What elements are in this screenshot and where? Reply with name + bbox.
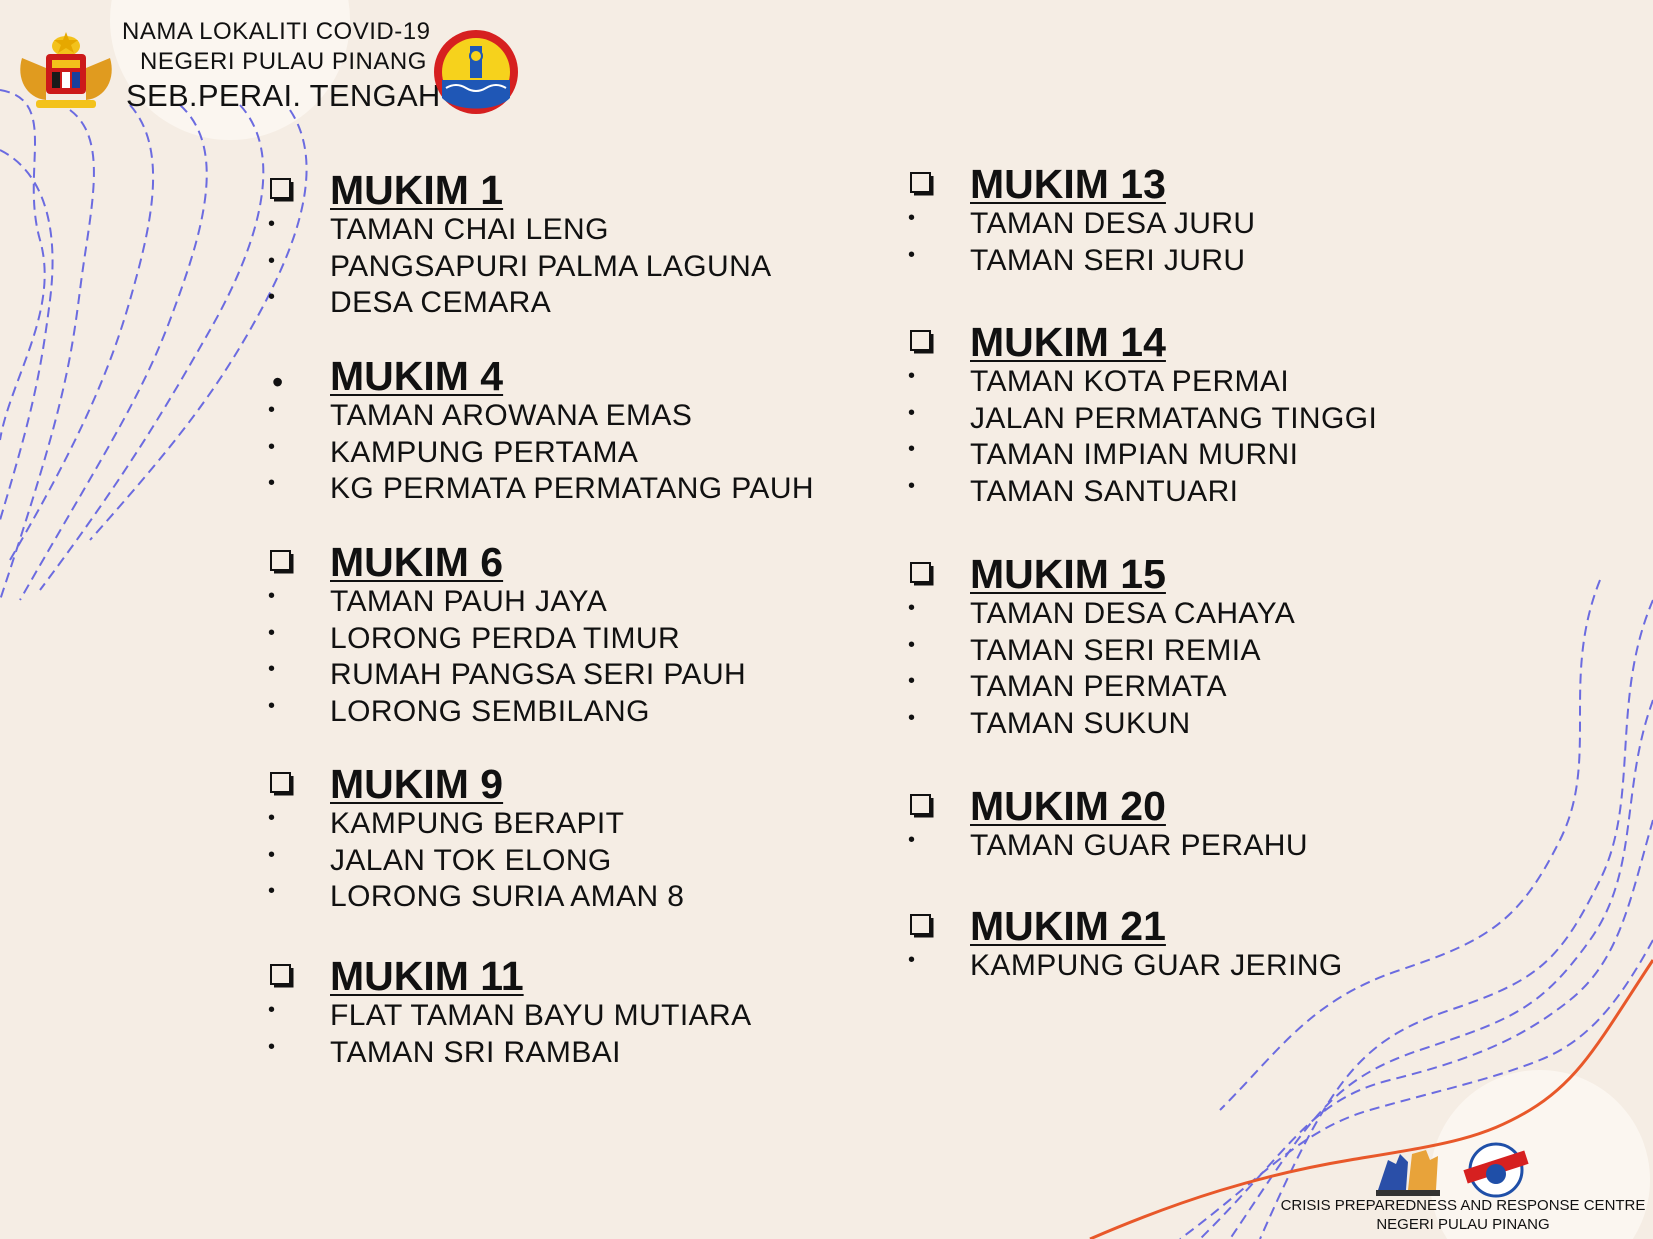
locality-name: TAMAN SUKUN	[970, 706, 1191, 740]
locality-name: TAMAN DESA CAHAYA	[970, 597, 1296, 630]
bullet-icon: •	[268, 880, 276, 902]
bullet-icon: •	[908, 597, 916, 619]
header-title-line2: NEGERI PULAU PINANG	[140, 48, 427, 75]
mukim-heading: MUKIM 14	[970, 319, 1166, 365]
checkbox-square-icon	[910, 562, 934, 586]
mukim-heading: MUKIM 13	[970, 161, 1166, 207]
locality-name: TAMAN AROWANA EMAS	[330, 399, 693, 432]
bullet-icon: •	[268, 807, 276, 829]
mukim-heading: MUKIM 20	[970, 783, 1166, 829]
locality-name: RUMAH PANGSA SERI PAUH	[330, 658, 747, 691]
checkbox-square-icon	[910, 172, 934, 196]
bullet-icon: •	[908, 365, 916, 387]
footer-org-name: CRISIS PREPAREDNESS AND RESPONSE CENTRE	[1280, 1197, 1646, 1214]
seberang-perai-logo-icon	[432, 28, 520, 116]
checkbox-square-icon	[910, 914, 934, 938]
locality-name: JALAN TOK ELONG	[330, 843, 612, 877]
bullet-icon: •	[272, 364, 284, 400]
mukim-heading: MUKIM 11	[330, 953, 524, 999]
checkbox-square-icon	[270, 550, 294, 574]
locality-name: LORONG SURIA AMAN 8	[330, 880, 685, 913]
header-title-line1: NAMA LOKALITI COVID-19	[122, 18, 431, 45]
mukim-heading: MUKIM 4	[330, 353, 504, 399]
locality-name: PANGSAPURI PALMA LAGUNA	[330, 249, 772, 283]
bullet-icon: •	[908, 706, 916, 729]
bullet-icon: •	[908, 829, 916, 851]
locality-name: TAMAN PERMATA	[970, 670, 1227, 703]
locality-name: TAMAN IMPIAN MURNI	[970, 438, 1299, 471]
locality-name: TAMAN DESA JURU	[970, 207, 1256, 240]
bullet-icon: •	[908, 207, 916, 229]
footer	[1278, 1140, 1648, 1235]
bullet-icon: •	[268, 658, 276, 680]
locality-name: TAMAN CHAI LENG	[330, 213, 609, 246]
bullet-icon: •	[908, 438, 916, 460]
locality-name: TAMAN KOTA PERMAI	[970, 365, 1290, 398]
checkbox-square-icon	[910, 794, 934, 818]
locality-name: TAMAN SRI RAMBAI	[330, 1035, 621, 1069]
locality-name: TAMAN PAUH JAYA	[330, 585, 608, 618]
locality-name: KAMPUNG PERTAMA	[330, 435, 639, 469]
locality-name: DESA CEMARA	[330, 286, 552, 319]
bullet-icon: •	[908, 474, 916, 497]
locality-name: KG PERMATA PERMATANG PAUH	[330, 472, 814, 505]
checkbox-square-icon	[910, 330, 934, 354]
mukim-heading: MUKIM 1	[330, 167, 504, 213]
bullet-icon: •	[268, 1035, 276, 1058]
bullet-icon: •	[908, 949, 916, 971]
footer-org-state: NEGERI PULAU PINANG	[1376, 1216, 1550, 1233]
bullet-icon: •	[268, 585, 276, 607]
cprc-logo-icon	[1368, 1140, 1548, 1200]
mukim-heading: MUKIM 15	[970, 551, 1166, 597]
mukim-heading: MUKIM 9	[330, 761, 504, 807]
locality-name: TAMAN SANTUARI	[970, 474, 1239, 508]
bullet-icon: •	[268, 249, 276, 272]
checkbox-square-icon	[270, 964, 294, 988]
locality-name: LORONG PERDA TIMUR	[330, 621, 681, 655]
bullet-icon: •	[908, 633, 916, 656]
bullet-icon: •	[908, 670, 916, 692]
bullet-icon: •	[268, 621, 276, 644]
bullet-icon: •	[908, 401, 916, 424]
bullet-icon: •	[268, 399, 276, 421]
locality-name: TAMAN GUAR PERAHU	[970, 829, 1308, 862]
locality-name: LORONG SEMBILANG	[330, 694, 650, 728]
mukim-heading: MUKIM 6	[330, 539, 504, 585]
locality-name: FLAT TAMAN BAYU MUTIARA	[330, 999, 752, 1032]
checkbox-square-icon	[270, 772, 294, 796]
header	[0, 0, 540, 125]
locality-name: TAMAN SERI REMIA	[970, 633, 1261, 667]
bullet-icon: •	[268, 213, 276, 235]
locality-name: TAMAN SERI JURU	[970, 243, 1246, 277]
bullet-icon: •	[268, 843, 276, 866]
header-title-line3: SEB.PERAI. TENGAH	[126, 78, 441, 113]
bullet-icon: •	[908, 243, 916, 266]
mukim-heading: MUKIM 21	[970, 903, 1166, 949]
bullet-icon: •	[268, 694, 276, 717]
locality-name: KAMPUNG BERAPIT	[330, 807, 625, 840]
checkbox-square-icon	[270, 178, 294, 202]
bullet-icon: •	[268, 435, 276, 458]
bullet-icon: •	[268, 472, 276, 494]
locality-name: JALAN PERMATANG TINGGI	[970, 401, 1378, 435]
malaysia-coat-of-arms-icon	[12, 28, 120, 112]
locality-name: KAMPUNG GUAR JERING	[970, 949, 1343, 982]
bullet-icon: •	[268, 999, 276, 1021]
bullet-icon: •	[268, 286, 276, 308]
